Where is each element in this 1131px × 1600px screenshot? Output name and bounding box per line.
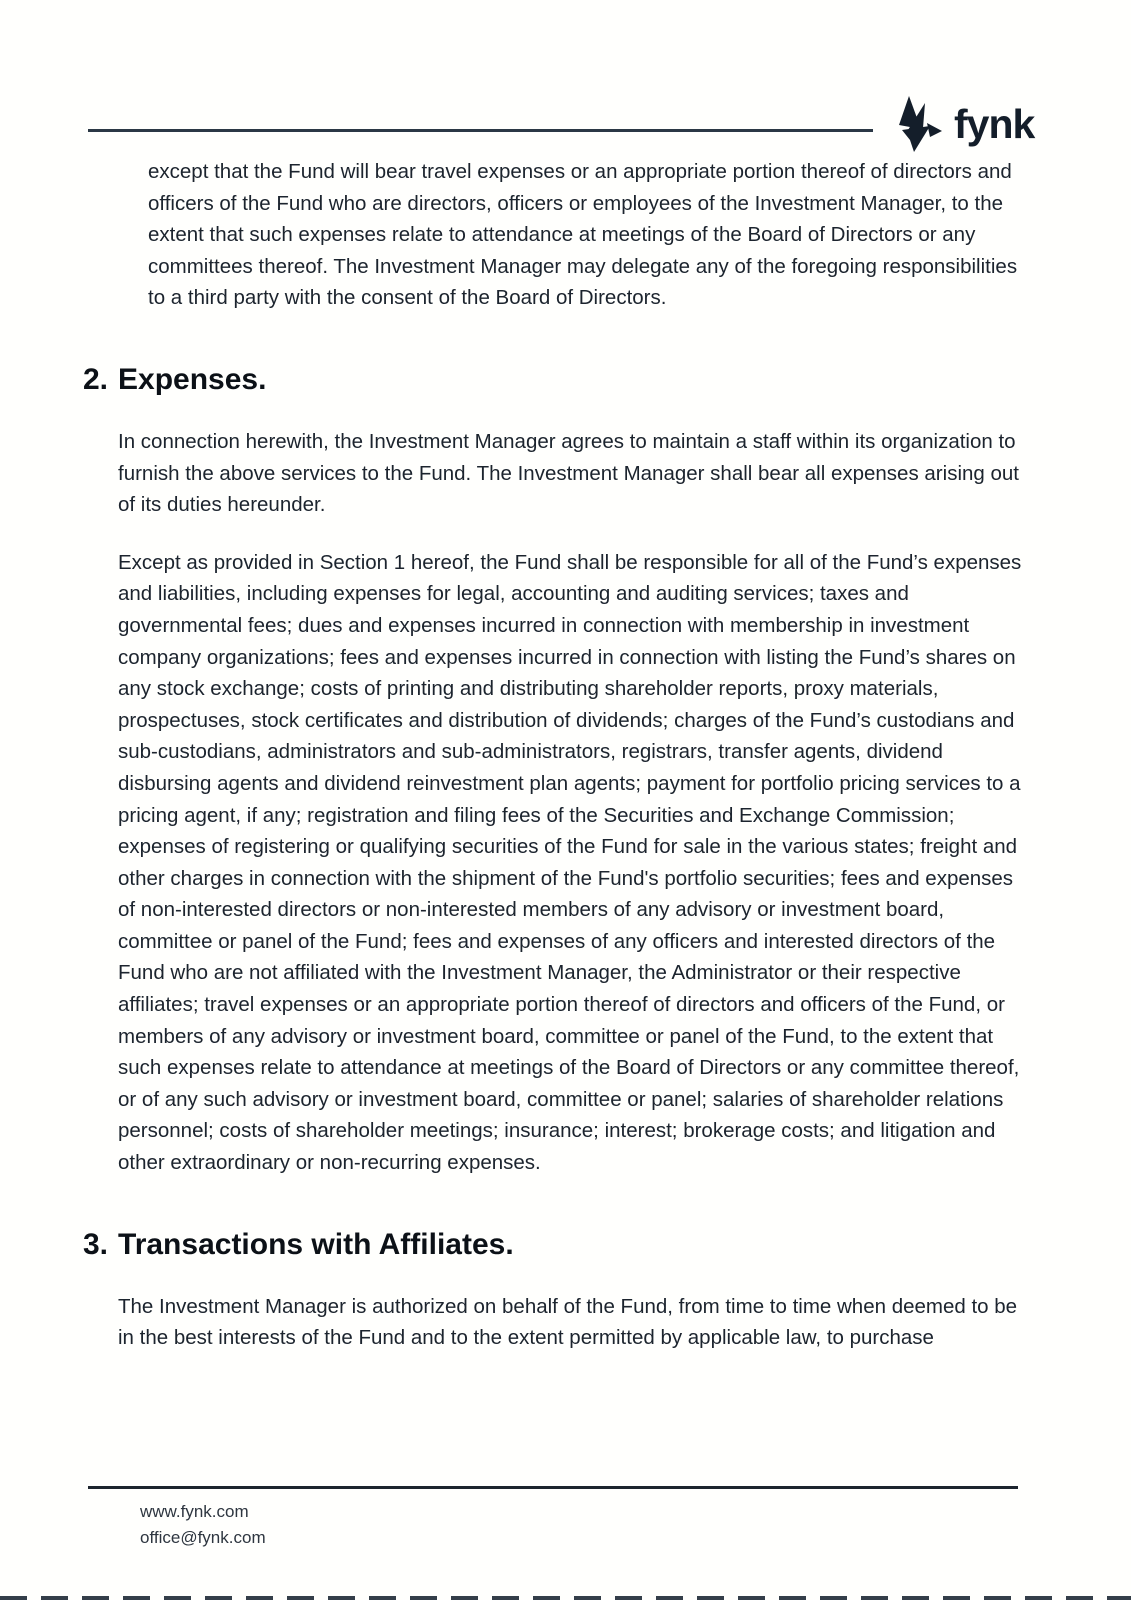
section-heading-expenses bbox=[83, 360, 1023, 399]
footer-rule bbox=[88, 1486, 1018, 1489]
section-title: Expenses. bbox=[118, 362, 267, 396]
page-break-indicator bbox=[0, 1596, 1131, 1600]
footer-website: www.fynk.com bbox=[140, 1502, 249, 1521]
fynk-logo bbox=[894, 94, 1034, 154]
transactions-paragraph-1: The Investment Manager is authorized on behalf of the Fund, from time to time when deemed to be in the best interests of the Fund and to the extent permitted by applicable law, to purchase bbox=[118, 1294, 1018, 1350]
logo-wordmark: fynk bbox=[954, 100, 1035, 147]
header-rule bbox=[88, 129, 873, 132]
section-heading-transactions bbox=[83, 1225, 1023, 1264]
origami-crane-icon bbox=[894, 96, 946, 152]
continuation-paragraph: except that the Fund will bear travel expenses or an appropriate portion thereof of directors and officers of the Fund who are directors, officers or employees of the Investment Manager, to the extent that such expenses relate to attendance at meetings of the Board of Directors or any committees thereof. The Investment Manager may delegate any of the foregoing responsibilities to a third party with the consent of the Board of Directors. bbox=[148, 160, 1018, 310]
section-number: 2. bbox=[83, 362, 109, 396]
expenses-paragraph-1: In connection herewith, the Investment Manager agrees to maintain a staff within its organization to furnish the above services to the Fund. The Investment Manager shall bear all expenses arising out of its duties hereunder. bbox=[118, 429, 1019, 517]
expenses-paragraph-2: Except as provided in Section 1 hereof, the Fund shall be responsible for all of the Fund’s expenses and liabilities, including expenses for legal, accounting and auditing services; taxes and governmental fees; dues and expenses incurred in connection with membership in investment company organizations; fees and expenses incurred in connection with listing the Fund’s shares on any stock exchange; costs of printing and distributing shareholder reports, proxy materials, prospectuses, stock certificates and distribution of dividends; charges of the Fund’s custodians and sub-custodians, administrators and sub-administrators, registrars, transfer agents, dividend disbursing agents and dividend reinvestment plan agents; payment for portfolio pricing services to a pricing agent, if any; registration and filing fees of the Securities and Exchange Commission; expenses of registering or qualifying securities of the Fund for sale in the various states; freight and other charges in connection with the shipment of the Fund's portfolio securities; fees and expenses of non-interested directors or non-interested members of any advisory or investment board, committee or panel of the Fund; fees and expenses of any officers and interested directors of the Fund who are not affiliated with the Investment Manager, the Administrator or their respective affiliates; travel expenses or an appropriate portion thereof of directors and officers of the Fund, or members of any advisory or investment board, committee or panel of the Fund, to the extent that such expenses relate to attendance at meetings of the Board of Directors or any committee thereof, or of any such advisory or investment board, committee or panel; salaries of shareholder relations personnel; costs of shareholder meetings; insurance; interest; brokerage costs; and litigation and other extraordinary or non-recurring expenses. bbox=[118, 550, 1022, 1175]
section-title: Transactions with Affiliates. bbox=[118, 1227, 514, 1261]
page-footer bbox=[140, 1499, 266, 1551]
section-number: 3. bbox=[83, 1227, 109, 1261]
footer-email: office@fynk.com bbox=[140, 1528, 266, 1547]
document-body bbox=[83, 156, 1023, 1354]
